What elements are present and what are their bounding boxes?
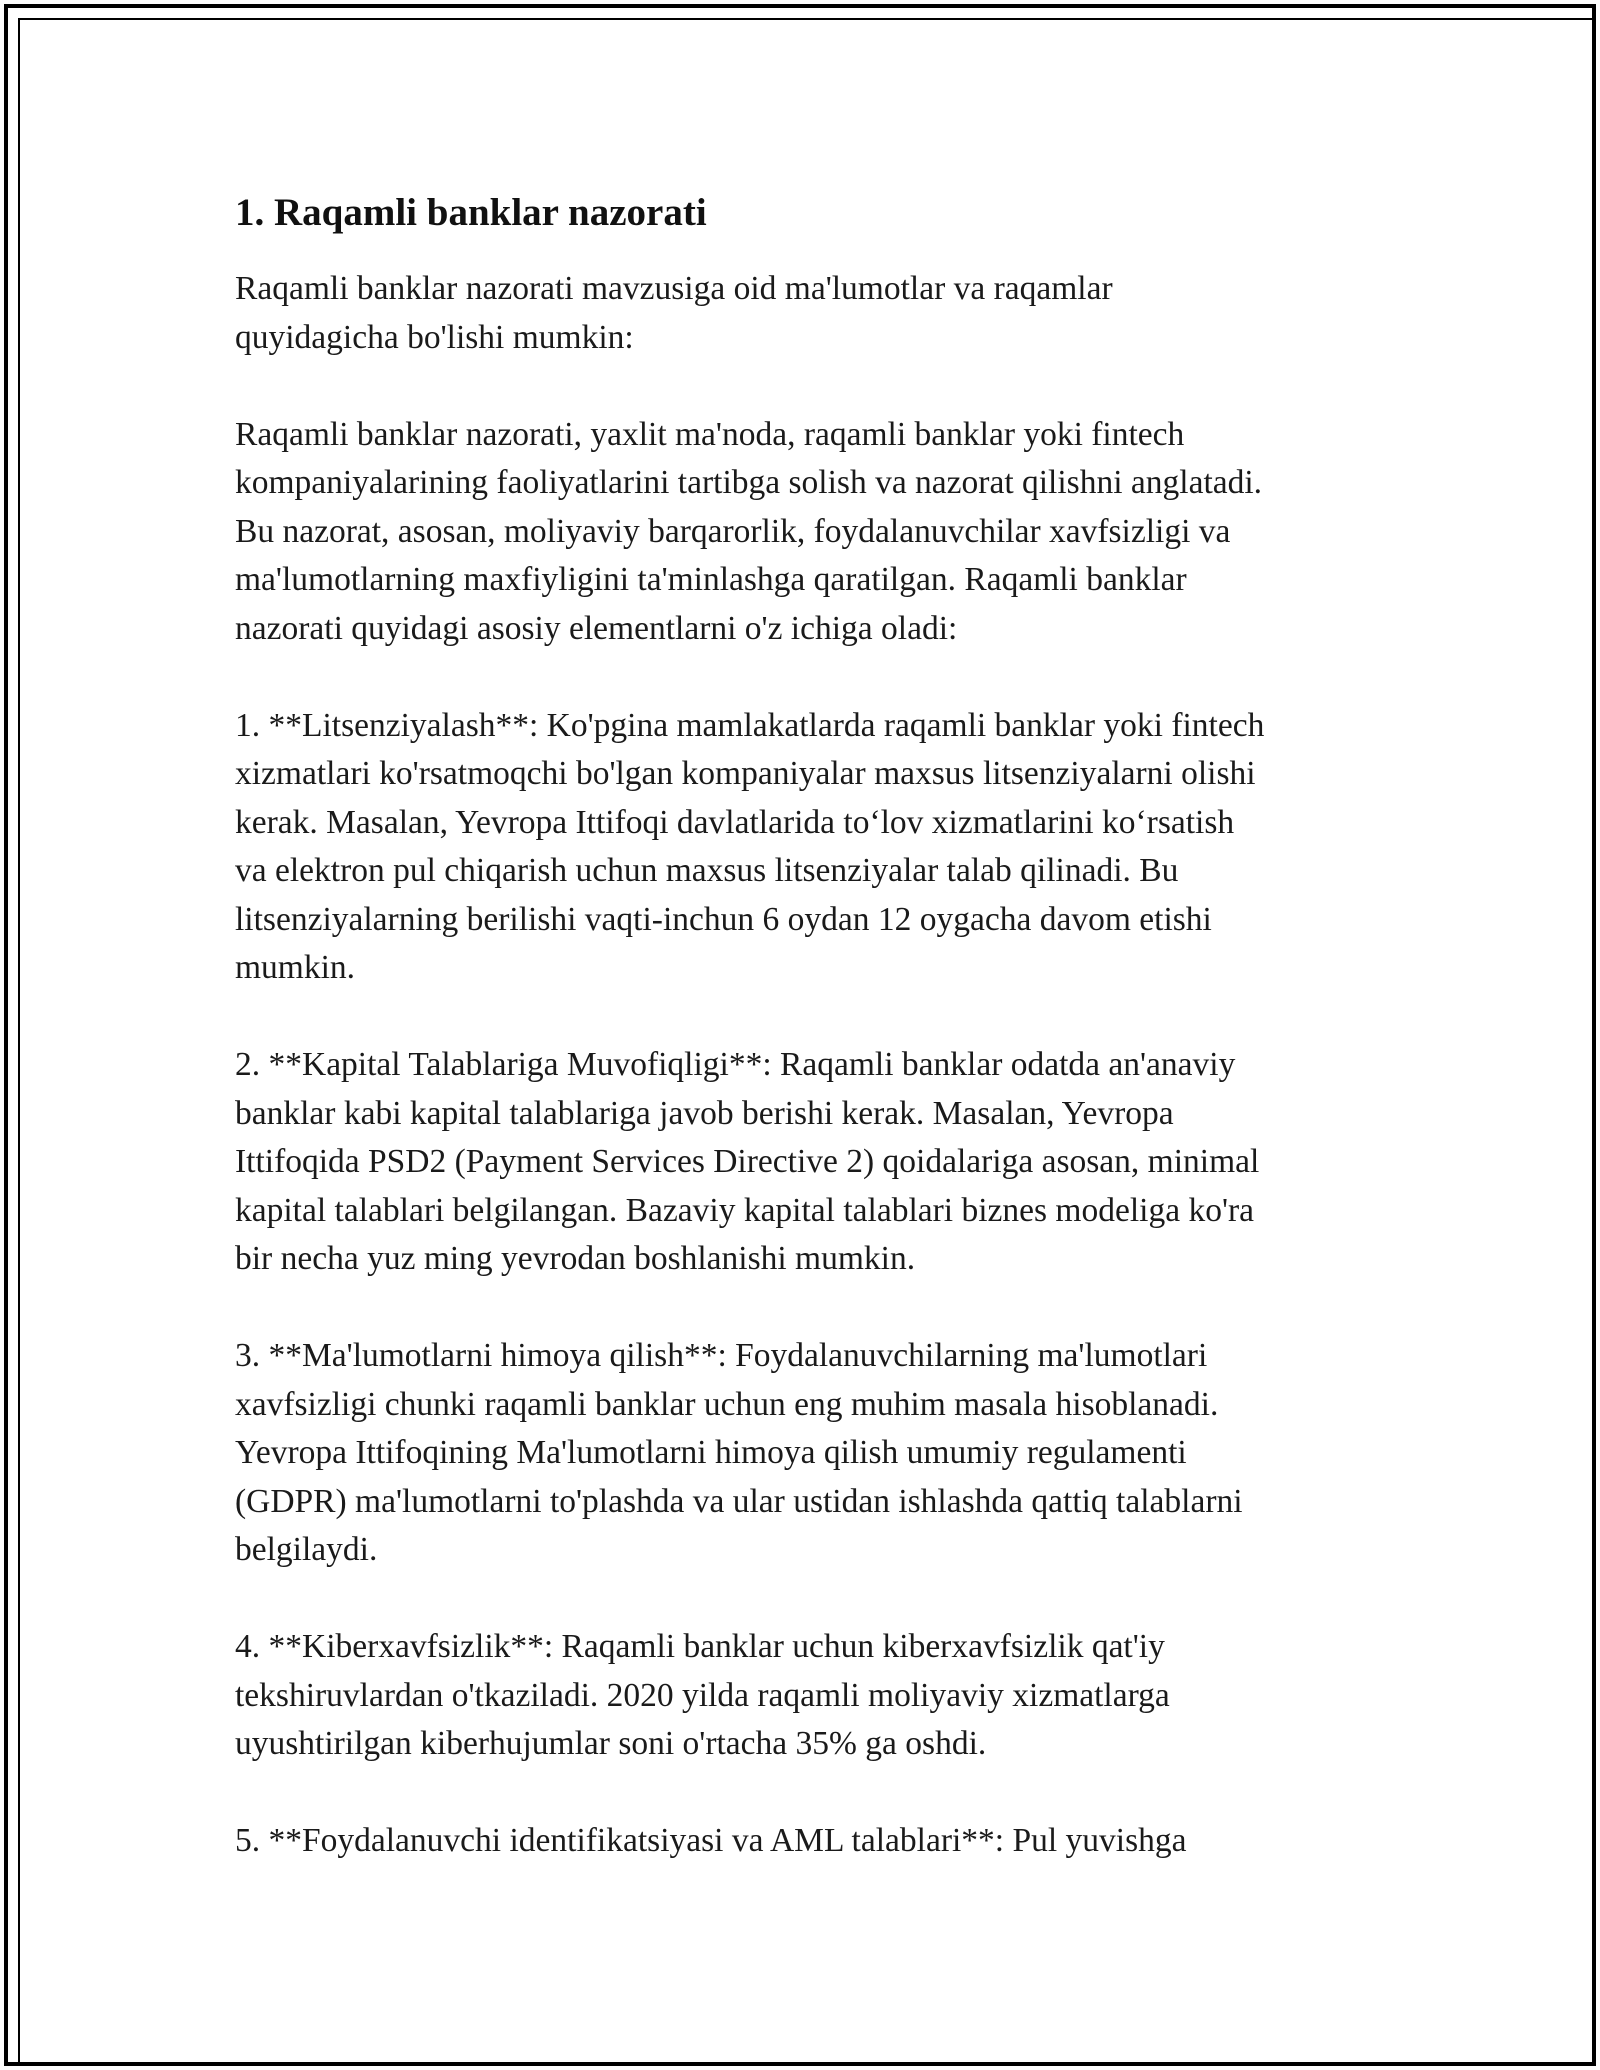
list-item-licensing: 1. **Litsenziyalash**: Ko'pgina mamlakatlarda raqamli banklar yoki fintech xizmatlari ko'rsatmoqchi bo'lgan kompaniyalar maxsus litsenziyalarni olishi kerak. Masalan, Yevropa Ittifoqi davlatlarida to‘lov xizmatlarini ko‘rsatish va elektron pul chiqarish uchun maxsus litsenziyalar talab qilinadi. Bu litsenziyalarning berilishi vaqti-inchun 6 oydan 12 oygacha davom etishi mumkin. — [235, 706, 1265, 986]
intro-paragraph: Raqamli banklar nazorati mavzusiga oid ma'lumotlar va raqamlar quyidagicha bo'lishi mumkin: — [235, 270, 1113, 356]
list-item-identification-aml: 5. **Foydalanuvchi identifikatsiyasi va AML talablari**: Pul yuvishga — [235, 1822, 1187, 1859]
list-item-capital-requirements: 2. **Kapital Talablariga Muvofiqligi**: Raqamli banklar odatda an'anaviy banklar kabi kapital talablariga javob berishi kerak. Masalan, Yevropa Ittifoqida PSD2 (Payment Services Directive 2) qoidalariga asosan, minimal kapital talablari belgilangan. Bazaviy kapital talablari biznes modeliga ko'ra bir necha yuz ming yevrodan boshlanishi mumkin. — [235, 1046, 1260, 1277]
document-body — [235, 185, 1400, 1914]
list-item-data-protection: 3. **Ma'lumotlarni himoya qilish**: Foydalanuvchilarning ma'lumotlari xavfsizligi chunki raqamli banklar uchun eng muhim masala hisoblanadi. Yevropa Ittifoqining Ma'lumotlarni himoya qilish umumiy regulamenti (GDPR) ma'lumotlarni to'plashda va ular ustidan ishlashda qattiq talablarni belgilaydi. — [235, 1337, 1243, 1568]
list-item-cybersecurity: 4. **Kiberxavfsizlik**: Raqamli banklar uchun kiberxavfsizlik qat'iy tekshiruvlardan o'tkaziladi. 2020 yilda raqamli moliyaviy xizmatlarga uyushtirilgan kiberhujumlar soni o'rtacha 35% ga oshdi. — [235, 1628, 1170, 1762]
overview-paragraph: Raqamli banklar nazorati, yaxlit ma'noda, raqamli banklar yoki fintech kompaniyalarining faoliyatlarini tartibga solish va nazorat qilishni anglatadi. Bu nazorat, asosan, moliyaviy barqarorlik, foydalanuvchilar xavfsizligi va ma'lumotlarning maxfiyligini ta'minlashga qaratilgan. Raqamli banklar nazorati quyidagi asosiy elementlarni o'z ichiga oladi: — [235, 415, 1263, 647]
section-heading: 1. Raqamli banklar nazorati — [235, 191, 707, 234]
